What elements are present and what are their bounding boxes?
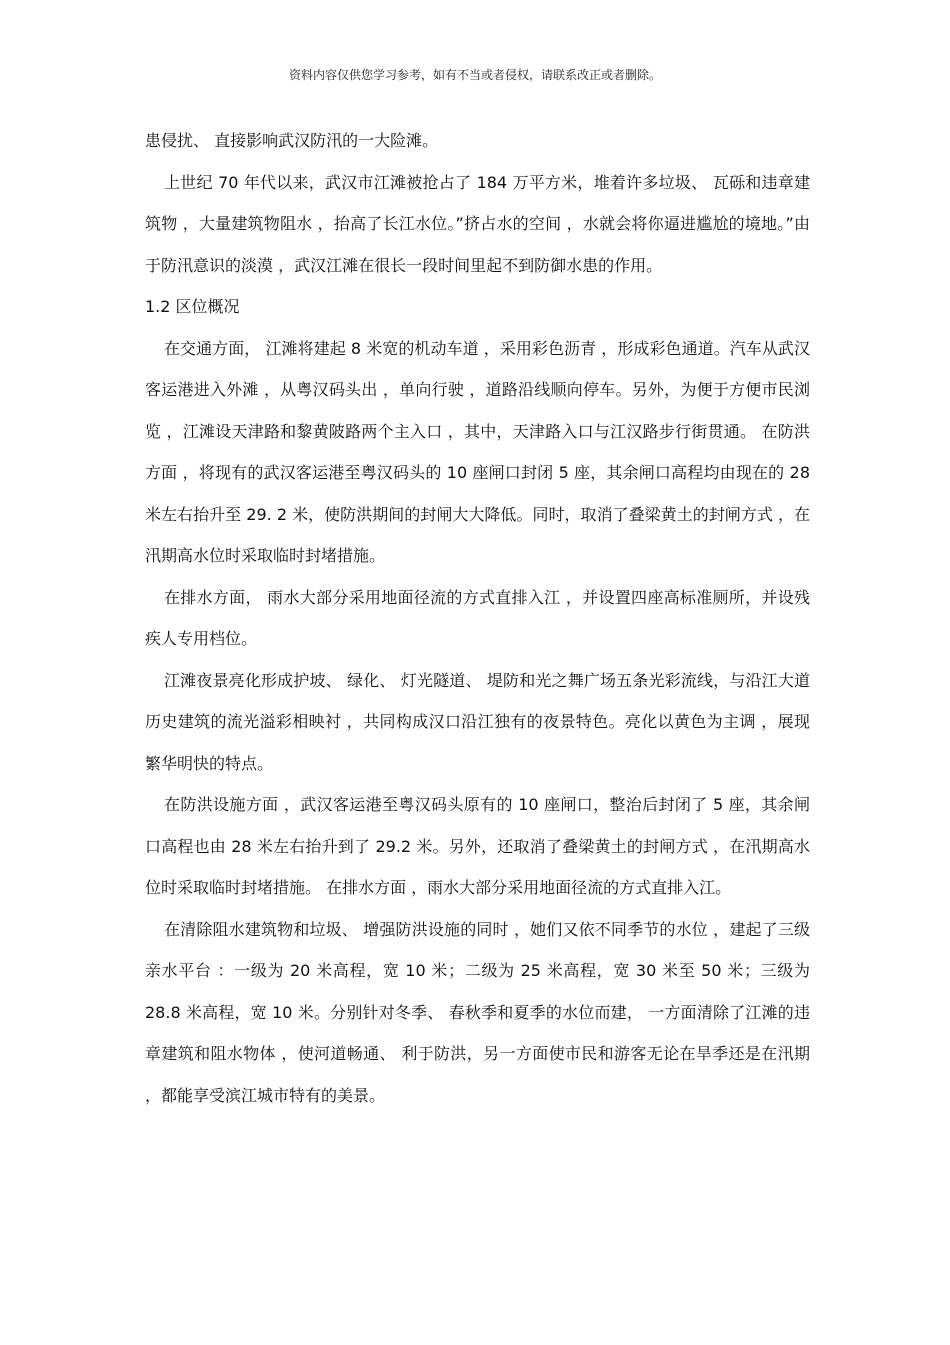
paragraph-5: 江滩夜景亮化形成护坡、 绿化、 灯光隧道、 堤防和光之舞广场五条光彩流线，与沿江大道历史建筑的流光溢彩相映衬 ，共同构成汉口沿江独有的夜景特色。亮化以黄色为主调 ，展现繁华明快的特点。 xyxy=(145,670,810,773)
paragraph-1: 患侵扰、 直接影响武汉防汛的一大险滩。 xyxy=(145,131,439,150)
paragraph-4: 在排水方面， 雨水大部分采用地面径流的方式直排入江 ，并设置四座高标准厕所，并设残疾人专用档位。 xyxy=(145,587,810,648)
paragraph-7: 在清除阻水建筑物和垃圾、 增强防洪设施的同时 ，她们又依不同季节的水位 ，建起了三级亲水平台 ：一级为 20 米高程，宽 10 米；二级为 25 米高程，宽 30 米至 50 米；三级为 28.8 米高程，宽 10 米。分别针对冬季、 春秋季和夏季的水位而建， 一方面清除了江滩的违章建筑和阻水物体 ，使河道畅通、 利于防洪，另一方面使市民和游客无论在旱季还是在汛期 ，都能享受滨江城市特有的美景。 xyxy=(145,919,810,1105)
section-heading: 1.2 区位概况 xyxy=(145,297,240,316)
paragraph-3: 在交通方面， 江滩将建起 8 米宽的机动车道 ，采用彩色沥青 ，形成彩色通道。汽车从武汉客运港进入外滩 ，从粤汉码头出 ，单向行驶 ，道路沿线顺向停车。另外，为便于方便市民浏览 ，江滩设天津路和黎黄陂路两个主入口 ，其中，天津路入口与江汉路步行街贯通。 在防洪方面 ，将现有的武汉客运港至粤汉码头的 10 座闸口封闭 5 座，其余闸口高程均由现在的 28 米左右抬升至 29. 2 米，使防洪期间的封闸大大降低。同时，取消了叠梁黄土的封闸方式 ，在汛期高水位时采取临时封堵措施。 xyxy=(145,338,810,565)
paragraph-2: 上世纪 70 年代以来，武汉市江滩被抢占了 184 万平方米，堆着许多垃圾、 瓦砾和违章建筑物 ，大量建筑物阻水 ，抬高了长江水位。”挤占水的空间 ，水就会将你逼进尴尬的境地。”由于防汛意识的淡漠 ，武汉江滩在很长一段时间里起不到防御水患的作用。 xyxy=(145,172,810,275)
paragraph-6: 在防洪设施方面 ，武汉客运港至粤汉码头原有的 10 座闸口，整治后封闭了 5 座，其余闸口高程也由 28 米左右抬升到了 29.2 米。另外，还取消了叠梁黄土的封闸方式 ，在汛期高水位时采取临时封堵措施。 在排水方面 ，雨水大部分采用地面径流的方式直排入江。 xyxy=(145,795,810,897)
page-header-notice: 资料内容仅供您学习参考，如有不当或者侵权，请联系改正或者删除。 xyxy=(288,68,661,82)
document-body xyxy=(145,120,810,1116)
